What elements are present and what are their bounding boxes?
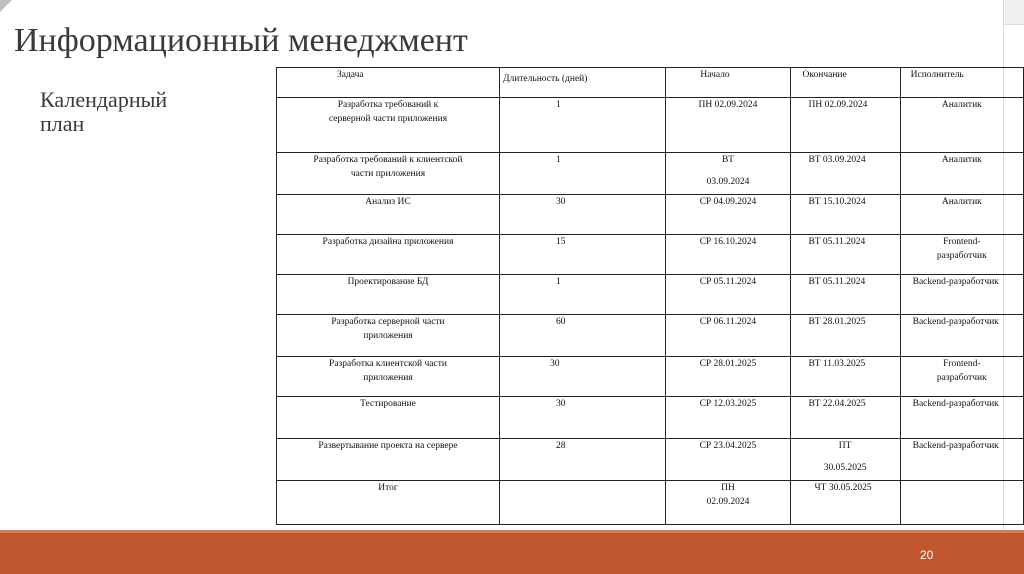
end-cell: ВТ 11.03.2025 xyxy=(790,357,900,397)
end-cell: ПН 02.09.2024 xyxy=(790,98,900,153)
task-cell: Разработка требований к серверной части приложения xyxy=(277,98,500,153)
table-row xyxy=(277,397,1024,439)
executor-cell: Аналитик xyxy=(900,195,1023,235)
duration-cell: 30 xyxy=(499,357,665,397)
table-row xyxy=(277,357,1024,397)
task-cell: Проектирование БД xyxy=(277,275,500,315)
slide-right-tab xyxy=(1004,0,1024,25)
duration-cell: 28 xyxy=(499,439,665,481)
executor-cell: Аналитик xyxy=(900,153,1023,195)
table-row xyxy=(277,235,1024,275)
end-cell: ВТ 05.11.2024 xyxy=(790,235,900,275)
duration-cell xyxy=(499,481,665,525)
footer-bar xyxy=(0,530,1024,574)
executor-cell: Backend-разработчик xyxy=(900,275,1023,315)
executor-cell: Frontend- разработчик xyxy=(900,235,1023,275)
executor-cell xyxy=(900,481,1023,525)
end-cell: ЧТ 30.05.2025 xyxy=(790,481,900,525)
schedule-table xyxy=(276,67,1024,525)
slide-title: Информационный менеджмент xyxy=(14,22,468,59)
executor-cell: Backend-разработчик xyxy=(900,439,1023,481)
start-cell: СР 06.11.2024 xyxy=(666,315,790,357)
table-row xyxy=(277,315,1024,357)
table-row xyxy=(277,439,1024,481)
task-cell: Развертывание проекта на сервере xyxy=(277,439,500,481)
start-cell: ВТ 03.09.2024 xyxy=(666,153,790,195)
column-header: Длительность (дней) xyxy=(499,68,665,98)
start-cell: СР 16.10.2024 xyxy=(666,235,790,275)
end-cell: ВТ 15.10.2024 xyxy=(790,195,900,235)
task-cell: Итог xyxy=(277,481,500,525)
duration-cell: 1 xyxy=(499,275,665,315)
duration-cell: 1 xyxy=(499,153,665,195)
executor-cell: Backend-разработчик xyxy=(900,315,1023,357)
end-cell: ВТ 05.11.2024 xyxy=(790,275,900,315)
executor-cell: Frontend- разработчик xyxy=(900,357,1023,397)
task-cell: Разработка серверной части приложения xyxy=(277,315,500,357)
duration-cell: 1 xyxy=(499,98,665,153)
end-cell: ВТ 28.01.2025 xyxy=(790,315,900,357)
page-number: 20 xyxy=(920,548,934,562)
executor-cell: Backend-разработчик xyxy=(900,397,1023,439)
task-cell: Тестирование xyxy=(277,397,500,439)
start-cell: СР 12.03.2025 xyxy=(666,397,790,439)
start-cell: СР 28.01.2025 xyxy=(666,357,790,397)
duration-cell: 30 xyxy=(499,397,665,439)
duration-cell: 60 xyxy=(499,315,665,357)
start-cell: СР 23.04.2025 xyxy=(666,439,790,481)
end-cell: ВТ 03.09.2024 xyxy=(790,153,900,195)
executor-cell: Аналитик xyxy=(900,98,1023,153)
start-cell: СР 04.09.2024 xyxy=(666,195,790,235)
slide-corner-decoration xyxy=(0,0,12,12)
table-row xyxy=(277,481,1024,525)
duration-cell: 30 xyxy=(499,195,665,235)
start-cell: ПН 02.09.2024 xyxy=(666,98,790,153)
column-header: Начало xyxy=(666,68,790,98)
start-cell: СР 05.11.2024 xyxy=(666,275,790,315)
task-cell: Анализ ИС xyxy=(277,195,500,235)
end-cell: ПТ 30.05.2025 xyxy=(790,439,900,481)
column-header: Задача xyxy=(277,68,500,98)
end-cell: ВТ 22.04.2025 xyxy=(790,397,900,439)
task-cell: Разработка требований к клиентской части приложения xyxy=(277,153,500,195)
table-row xyxy=(277,275,1024,315)
column-header: Исполнитель xyxy=(900,68,1023,98)
table-header-row xyxy=(277,68,1024,98)
slide-subtitle: Календарный план xyxy=(40,87,168,136)
table-row xyxy=(277,195,1024,235)
task-cell: Разработка дизайна приложения xyxy=(277,235,500,275)
task-cell: Разработка клиентской части приложения xyxy=(277,357,500,397)
duration-cell: 15 xyxy=(499,235,665,275)
table-row xyxy=(277,153,1024,195)
column-header: Окончание xyxy=(790,68,900,98)
start-cell: ПН 02.09.2024 xyxy=(666,481,790,525)
table-row xyxy=(277,98,1024,153)
